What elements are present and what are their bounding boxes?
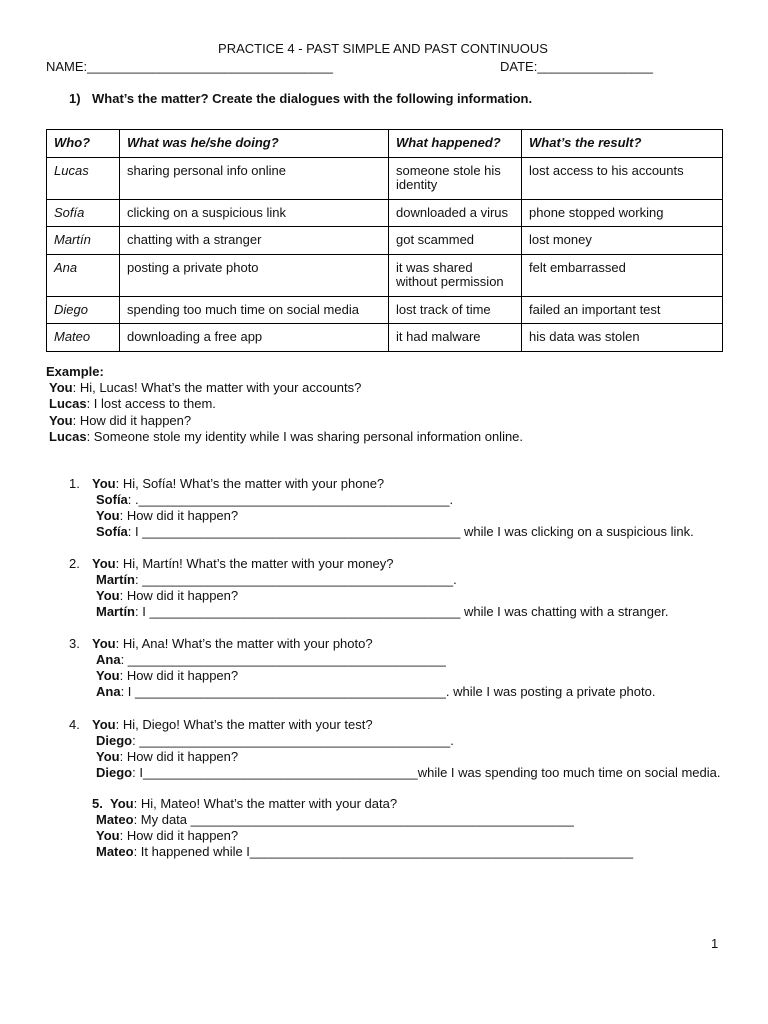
- table-row: [47, 254, 723, 296]
- cell-who: Mateo: [47, 324, 120, 352]
- dialogue-line: [69, 604, 668, 620]
- cell-result: lost money: [522, 227, 723, 255]
- line-text: : Hi, Mateo! What’s the matter with your data?: [133, 796, 398, 811]
- line-text: : My data _____________________________________________________: [133, 812, 574, 828]
- cell-result: his data was stolen: [522, 324, 723, 352]
- example-line: [46, 380, 523, 396]
- page-number: 1: [711, 936, 719, 951]
- column-header-who: Who?: [47, 130, 120, 158]
- example-line: [46, 413, 523, 429]
- cell-happened: someone stole his identity: [389, 157, 522, 199]
- cell-result: lost access to his accounts: [522, 157, 723, 199]
- speaker: You: [92, 636, 116, 651]
- speaker: You: [49, 412, 73, 428]
- line-text: : ___________________________________________.: [132, 733, 454, 749]
- line-text: : It happened while I_____________________________________________________: [133, 844, 634, 860]
- speaker: You: [49, 380, 73, 396]
- dialogue-line: [69, 796, 633, 812]
- cell-doing: posting a private photo: [120, 254, 389, 296]
- table-row: [47, 157, 723, 199]
- dialogue-line: [69, 476, 694, 492]
- cell-who: Diego: [47, 296, 120, 324]
- dialogue-line: [69, 652, 655, 668]
- speaker: Sofía: [96, 524, 128, 540]
- speaker: Mateo: [96, 812, 134, 828]
- cell-result: failed an important test: [522, 296, 723, 324]
- cell-result: felt embarrassed: [522, 254, 723, 296]
- cell-doing: sharing personal info online: [120, 157, 389, 199]
- speaker: Mateo: [96, 844, 134, 860]
- cell-who: Sofía: [47, 199, 120, 227]
- dialogue-line: [69, 556, 668, 572]
- table-row: [47, 324, 723, 352]
- speaker: Diego: [96, 733, 133, 749]
- cell-happened: lost track of time: [389, 296, 522, 324]
- table-row: [47, 296, 723, 324]
- cell-who: Martín: [47, 227, 120, 255]
- line-text: : I ___________________________________________ while I was chatting with a stranger.: [135, 604, 669, 620]
- example-heading: Example:: [46, 364, 104, 379]
- cell-doing: downloading a free app: [120, 324, 389, 352]
- dialogue-line: [69, 684, 655, 700]
- speaker: Diego: [96, 765, 133, 781]
- speaker: Sofía: [96, 492, 128, 508]
- cell-happened: downloaded a virus: [389, 199, 522, 227]
- speaker: You: [110, 796, 134, 811]
- name-blank: __________________________________: [87, 59, 333, 74]
- cell-happened: got scammed: [389, 227, 522, 255]
- example-line: [46, 429, 523, 445]
- cell-who: Ana: [47, 254, 120, 296]
- line-text: : How did it happen?: [119, 588, 239, 604]
- line-text: : ___________________________________________.: [135, 572, 457, 588]
- line-text: : Someone stole my identity while I was sharing personal information online.: [86, 428, 524, 444]
- dialogue-line: [69, 492, 694, 508]
- table-row: [47, 227, 723, 255]
- column-header-doing: What was he/she doing?: [120, 130, 389, 158]
- cell-result: phone stopped working: [522, 199, 723, 227]
- speaker: You: [96, 508, 120, 524]
- dialogue-line: [69, 717, 720, 733]
- dialogue-line: [69, 733, 720, 749]
- line-text: : Hi, Martín! What’s the matter with your money?: [115, 556, 394, 571]
- column-header-result: What’s the result?: [522, 130, 723, 158]
- line-text: : How did it happen?: [119, 668, 239, 684]
- worksheet-title: PRACTICE 4 - PAST SIMPLE AND PAST CONTINUOUS: [218, 41, 548, 56]
- info-table: [46, 129, 723, 352]
- dialogue-line: [69, 765, 720, 781]
- speaker: Martín: [96, 604, 135, 620]
- line-text: : How did it happen?: [119, 828, 239, 844]
- line-text: : ____________________________________________: [120, 652, 446, 668]
- speaker: Martín: [96, 572, 135, 588]
- cell-doing: spending too much time on social media: [120, 296, 389, 324]
- dialogue-3: [69, 636, 655, 700]
- dialogue-number: 1.: [69, 476, 80, 491]
- dialogue-number: 2.: [69, 556, 80, 571]
- line-text: : Hi, Ana! What’s the matter with your photo?: [115, 636, 373, 651]
- dialogue-line: [69, 844, 633, 860]
- line-text: : I ___________________________________________. while I was posting a private photo.: [120, 684, 656, 700]
- dialogue-line: [69, 588, 668, 604]
- speaker: You: [92, 476, 116, 491]
- dialogue-line: [69, 572, 668, 588]
- dialogue-line: [69, 508, 694, 524]
- table-header-row: [47, 130, 723, 158]
- example-line: [46, 396, 523, 412]
- dialogue-line: [69, 636, 655, 652]
- line-text: : Hi, Sofía! What’s the matter with your phone?: [115, 476, 385, 491]
- column-header-happened: What happened?: [389, 130, 522, 158]
- speaker: You: [92, 717, 116, 732]
- cell-doing: clicking on a suspicious link: [120, 199, 389, 227]
- line-text: : How did it happen?: [72, 412, 192, 428]
- speaker: You: [96, 668, 120, 684]
- dialogue-line: [69, 812, 633, 828]
- speaker: Ana: [96, 652, 121, 668]
- line-text: : Hi, Diego! What’s the matter with your test?: [115, 717, 373, 732]
- cell-who: Lucas: [47, 157, 120, 199]
- exercise-instruction: What’s the matter? Create the dialogues with the following information.: [92, 91, 533, 106]
- line-text: : Hi, Lucas! What’s the matter with your accounts?: [72, 380, 362, 396]
- speaker: You: [96, 828, 120, 844]
- speaker: Ana: [96, 684, 121, 700]
- dialogue-number: 3.: [69, 636, 80, 651]
- dialogue-1: [69, 476, 694, 540]
- name-label: NAME:: [46, 59, 88, 74]
- table-row: [47, 199, 723, 227]
- cell-doing: chatting with a stranger: [120, 227, 389, 255]
- date-label: DATE:: [500, 59, 538, 74]
- line-text: : I lost access to them.: [86, 396, 216, 412]
- date-blank: ________________: [537, 59, 654, 74]
- line-text: : I ____________________________________________ while I was clicking on a suspicious link.: [127, 524, 694, 540]
- line-text: : How did it happen?: [119, 508, 239, 524]
- speaker: You: [96, 749, 120, 765]
- dialogue-5: [69, 796, 633, 860]
- dialogue-line: [69, 749, 720, 765]
- example-block: [46, 364, 523, 445]
- dialogue-2: [69, 556, 668, 620]
- dialogue-number: 4.: [69, 717, 80, 732]
- dialogue-line: [69, 828, 633, 844]
- line-text: : .___________________________________________.: [127, 492, 454, 508]
- speaker: You: [96, 588, 120, 604]
- dialogue-line: [69, 668, 655, 684]
- speaker: Lucas: [49, 428, 87, 444]
- dialogue-4: [69, 717, 720, 781]
- speaker: You: [92, 556, 116, 571]
- cell-happened: it had malware: [389, 324, 522, 352]
- dialogue-line: [69, 524, 694, 540]
- line-text: : I______________________________________while I was spending too much time on social media.: [132, 765, 721, 781]
- date-field: [500, 59, 653, 75]
- cell-happened: it was shared without permission: [389, 254, 522, 296]
- speaker: Lucas: [49, 396, 87, 412]
- name-field: [46, 59, 333, 75]
- dialogue-number: 5.: [92, 796, 103, 811]
- exercise-number: 1): [69, 91, 81, 106]
- line-text: : How did it happen?: [119, 749, 239, 765]
